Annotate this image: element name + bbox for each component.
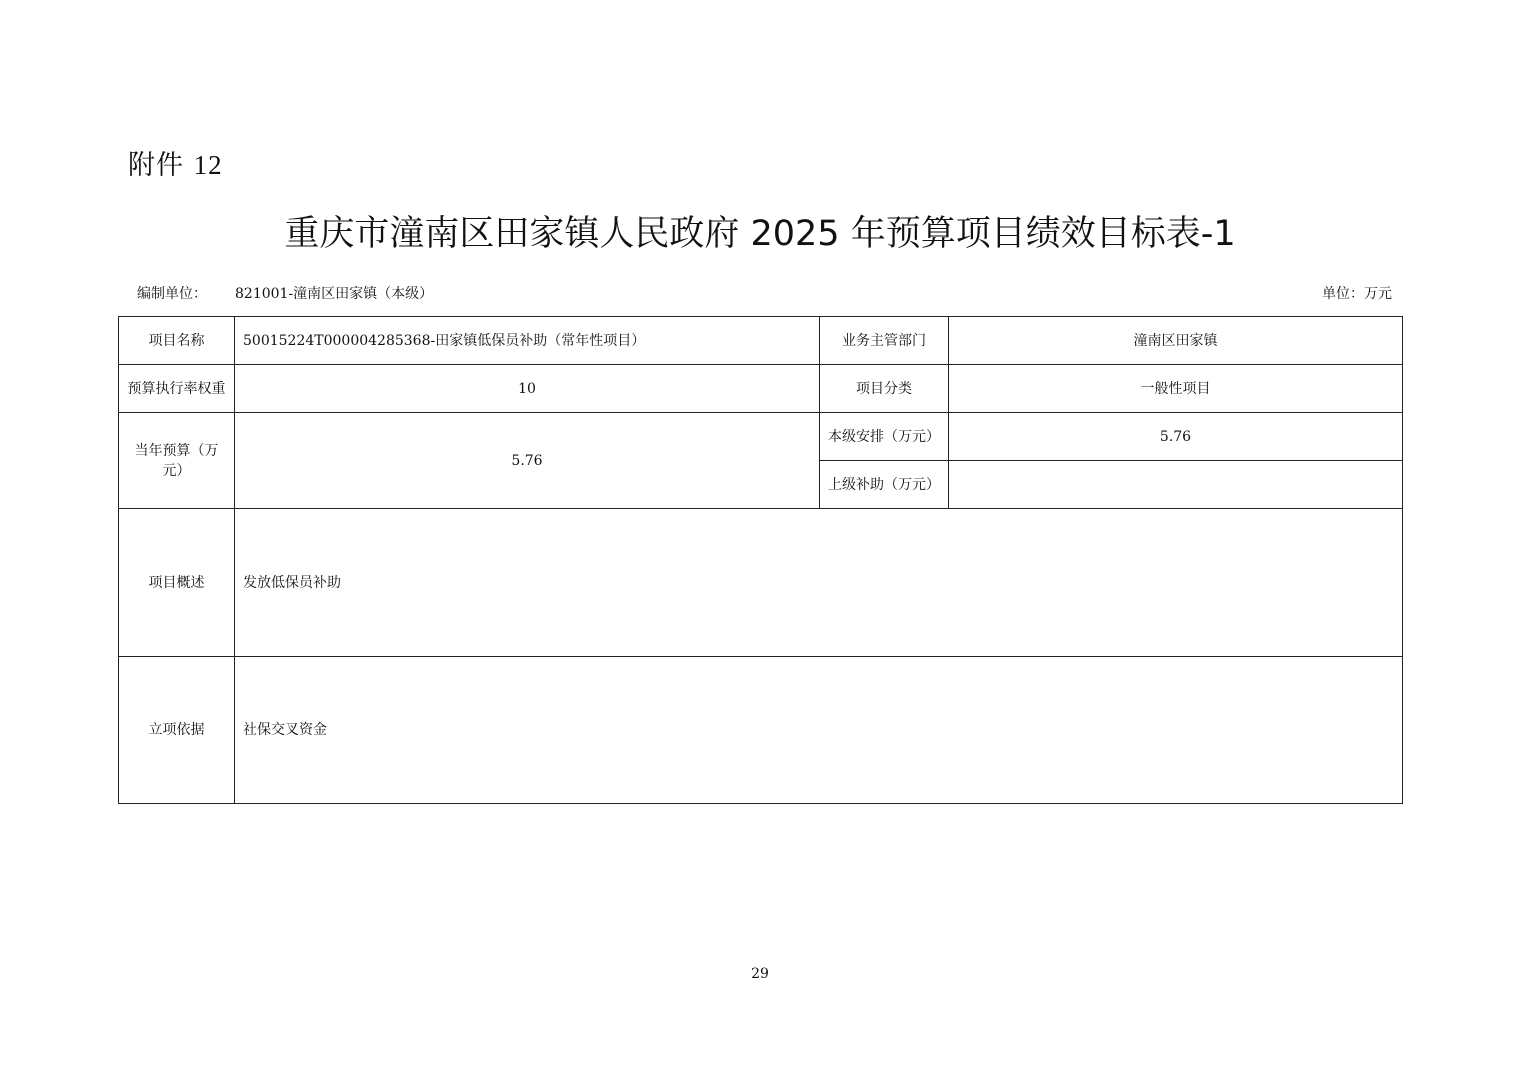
attachment-label: [128, 143, 223, 182]
table-row: [119, 413, 1403, 461]
table-row: [119, 657, 1403, 804]
performance-target-table: [118, 316, 1403, 804]
attachment-number: 12: [193, 150, 223, 180]
superior-subsidy-value: [949, 461, 1403, 509]
category-value: 一般性项目: [949, 365, 1403, 413]
weight-value: 10: [235, 365, 820, 413]
page-number: 29: [751, 966, 769, 982]
annual-budget-label: 当年预算（万元）: [119, 413, 235, 509]
project-name-value: 50015224T000004285368-田家镇低保员补助（常年性项目）: [235, 317, 820, 365]
table-row: [119, 509, 1403, 657]
page-title: 重庆市潼南区田家镇人民政府 2025 年预算项目绩效目标表-1: [284, 214, 1236, 254]
basis-value: 社保交叉资金: [235, 657, 1403, 804]
currency-unit: 单位：万元: [1322, 286, 1392, 302]
table-row: [119, 317, 1403, 365]
local-arrangement-value: 5.76: [949, 413, 1403, 461]
attachment-prefix: 附件: [128, 150, 184, 181]
basis-label: 立项依据: [119, 657, 235, 804]
local-arrangement-label: 本级安排（万元）: [820, 413, 949, 461]
annual-budget-value: 5.76: [235, 413, 820, 509]
compiling-unit: [137, 283, 433, 303]
project-name-label: 项目名称: [119, 317, 235, 365]
dept-value: 潼南区田家镇: [949, 317, 1403, 365]
dept-label: 业务主管部门: [820, 317, 949, 365]
category-label: 项目分类: [820, 365, 949, 413]
compiling-unit-label: 编制单位：: [137, 286, 207, 302]
overview-value: 发放低保员补助: [235, 509, 1403, 657]
superior-subsidy-label: 上级补助（万元）: [820, 461, 949, 509]
overview-label: 项目概述: [119, 509, 235, 657]
compiling-unit-value: 821001-潼南区田家镇（本级）: [235, 286, 434, 302]
table-row: [119, 365, 1403, 413]
weight-label: 预算执行率权重: [119, 365, 235, 413]
